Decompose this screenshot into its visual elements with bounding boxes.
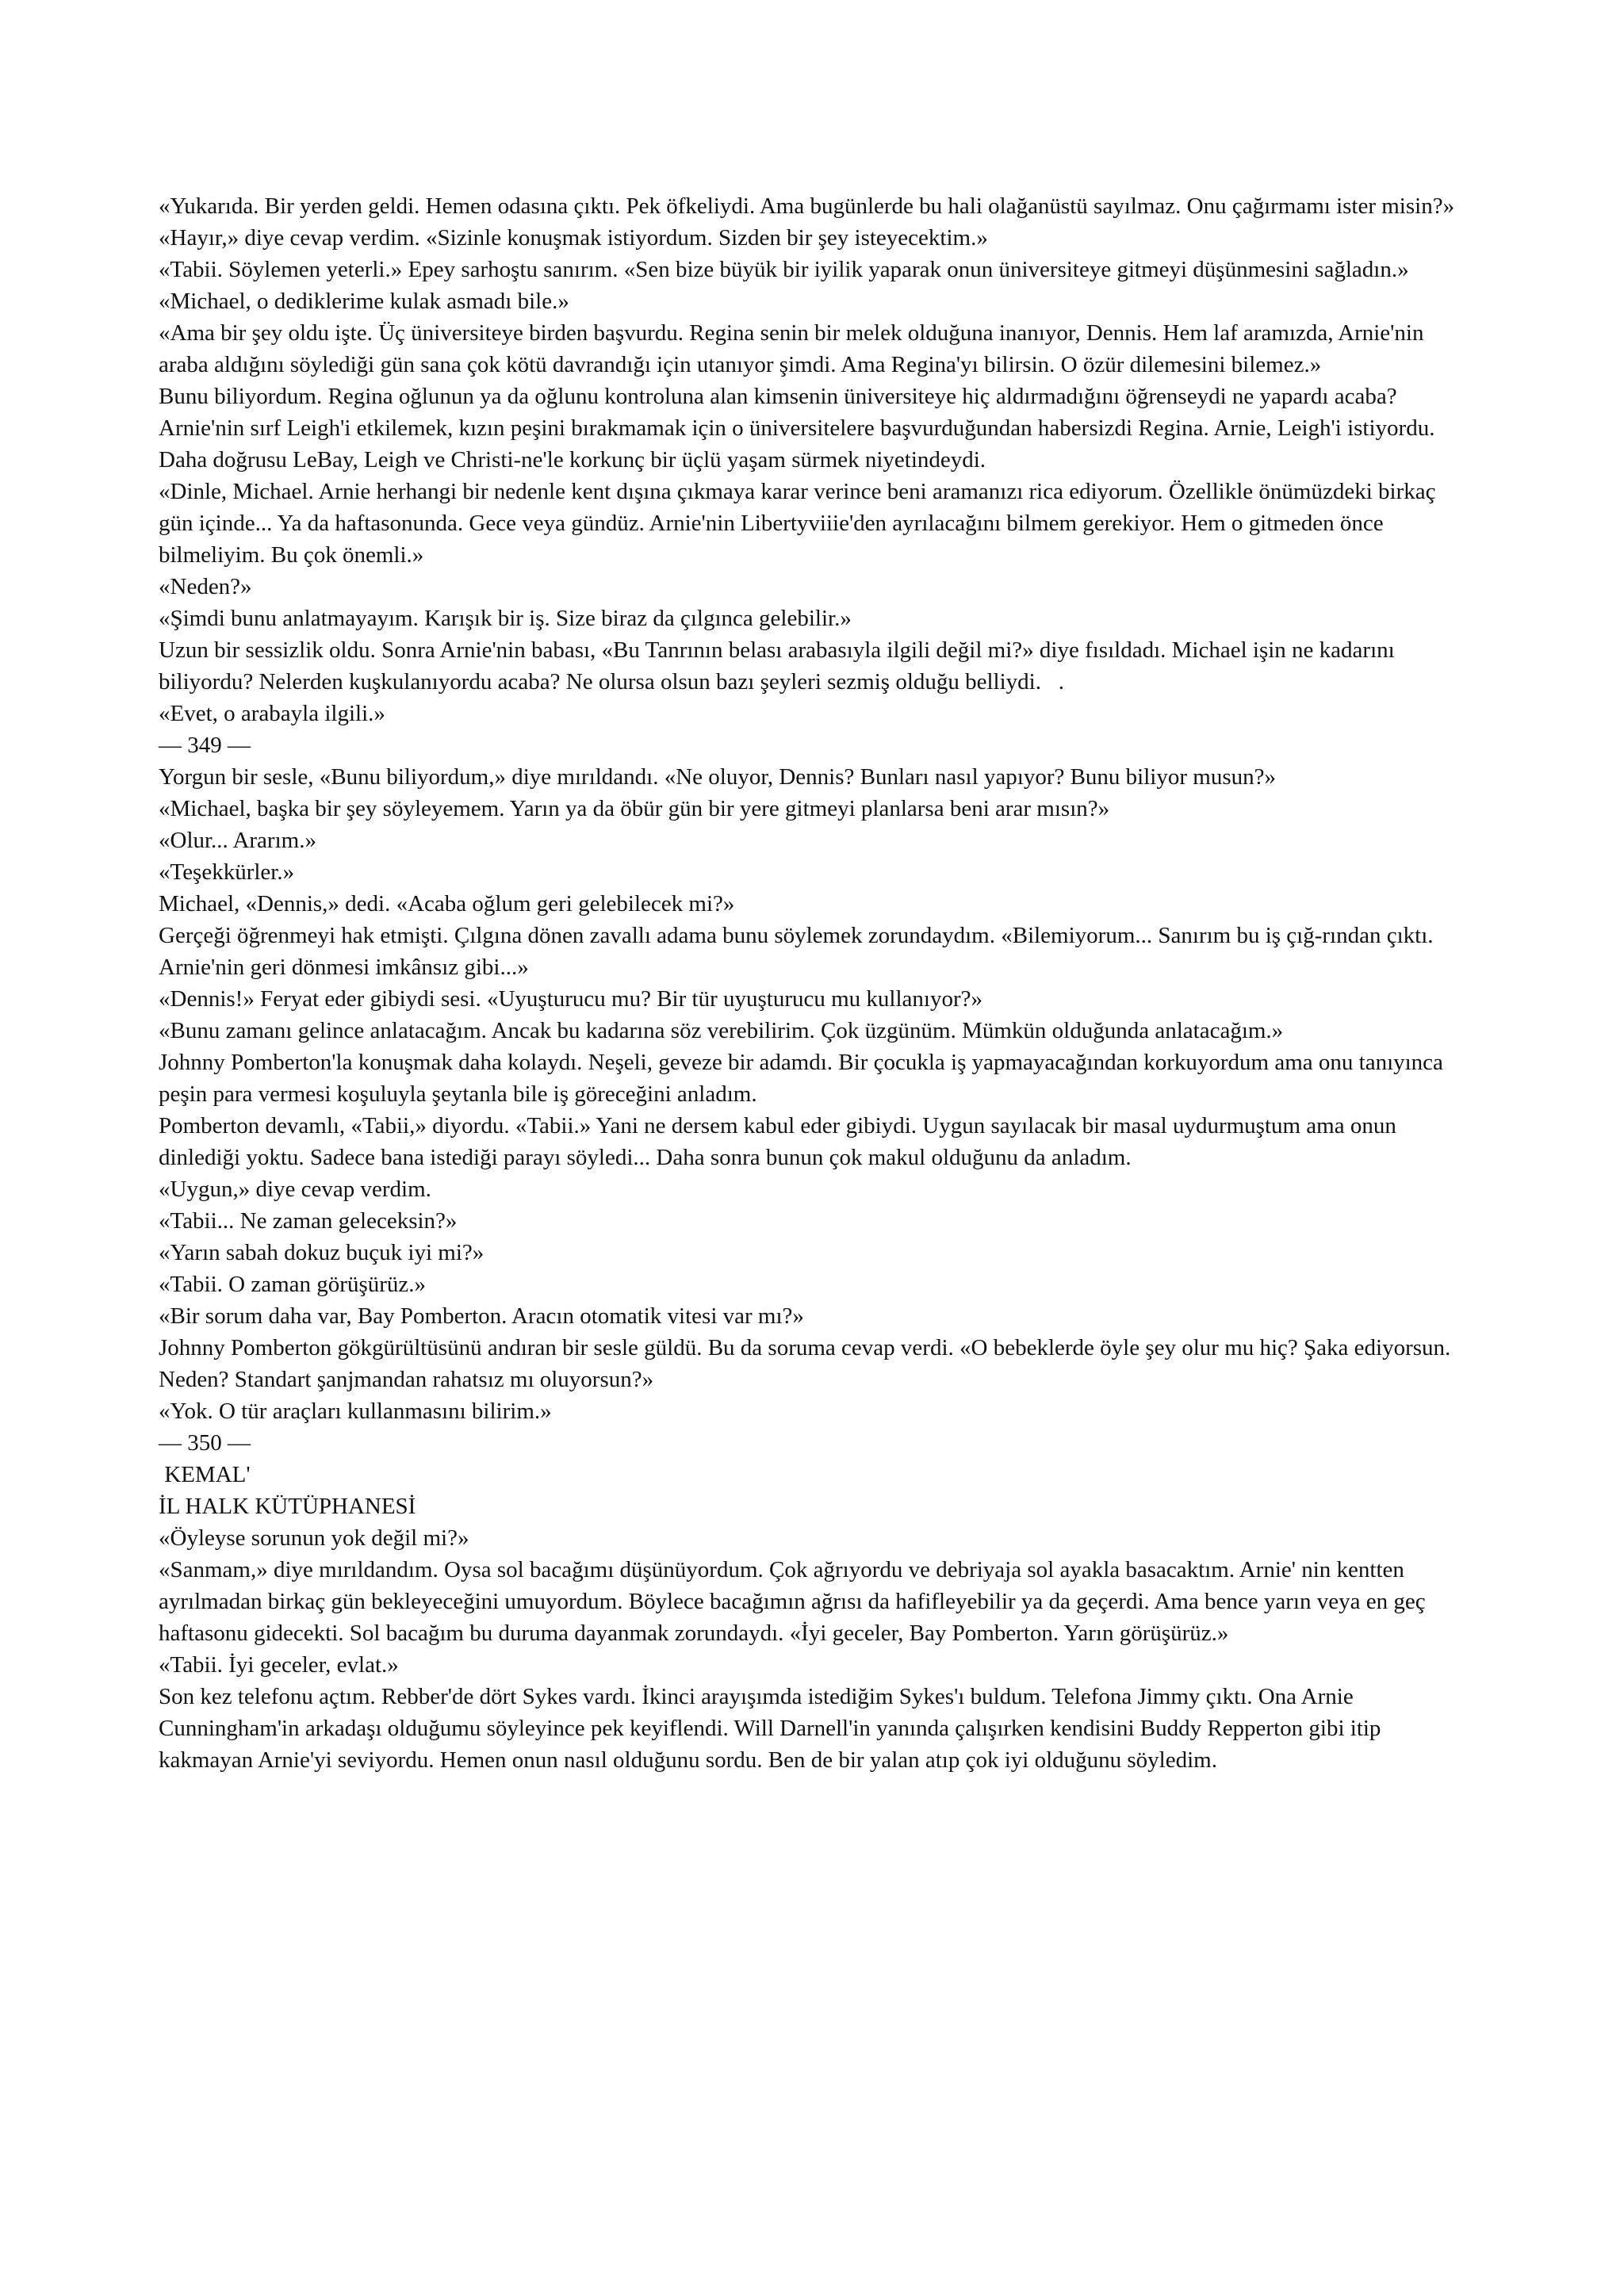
paragraph: «Michael, başka bir şey söyleyemem. Yarın ya da öbür gün bir yere gitmeyi planlarsa beni arar mısın?» — [159, 796, 1110, 821]
library-stamp-line: KEMAL' — [159, 1462, 251, 1487]
paragraph: Uzun bir sessizlik oldu. Sonra Arnie'nin babası, «Bu Tanrının belası arabasıyla ilgili değil mi?» diye fısıldadı. Michael işin ne kadarını biliyordu? Nelerden kuşkulanıyordu acaba? Ne olursa olsun bazı şeyleri sezmiş olduğu belliydi. . — [159, 637, 1400, 695]
paragraph: «Olur... Ararım.» — [159, 828, 316, 853]
paragraph: «Ama bir şey oldu işte. Üç üniversiteye birden başvurdu. Regina senin bir melek olduğuna inanıyor, Dennis. Hem laf aramızda, Arnie'nin araba aldığını söylediği gün sana çok kötü davrandığı için utanıyor şimdi. Ama Regina'yı bilirsin. O özür dilemesini bilemez.» — [159, 320, 1430, 377]
paragraph: Johnny Pomberton'la konuşmak daha kolaydı. Neşeli, geveze bir adamdı. Bir çocukla iş yapmayacağından korkuyordum ama onu tanıyınca peşin para vermesi koşuluyla şeytanla bile iş göreceğini anladım. — [159, 1050, 1450, 1107]
paragraph: «Uygun,» diye cevap verdim. — [159, 1177, 431, 1202]
paragraph: «Hayır,» diye cevap verdim. «Sizinle konuşmak istiyordum. Sizden bir şey isteyecektim.» — [159, 225, 988, 251]
paragraph: «Yukarıda. Bir yerden geldi. Hemen odasına çıktı. Pek öfkeliydi. Ama bugünlerde bu hali olağanüstü sayılmaz. Onu çağırmamı ister misin?» — [159, 193, 1455, 219]
paragraph: Yorgun bir sesle, «Bunu biliyordum,» diye mırıldandı. «Ne oluyor, Dennis? Bunları nasıl yapıyor? Bunu biliyor musun?» — [159, 764, 1276, 790]
paragraph: «Bunu zamanı gelince anlatacağım. Ancak bu kadarına söz verebilirim. Çok üzgünüm. Mümkün olduğunda anlatacağım.» — [159, 1018, 1284, 1043]
paragraph: «Yarın sabah dokuz buçuk iyi mi?» — [159, 1240, 485, 1265]
paragraph: «Evet, o arabayla ilgili.» — [159, 701, 385, 726]
paragraph: «Dinle, Michael. Arnie herhangi bir nedenle kent dışına çıkmaya karar verince beni aramanızı rica ediyorum. Özellikle önümüzdeki birkaç gün içinde... Ya da haftasonunda. Gece veya gündüz. Arnie'nin Libertyviiie'den ayrılacağını bilmem gerekiyor. Hem o gitmeden önce bilmeliyim. Bu çok önemli.» — [159, 479, 1442, 568]
paragraph: «Öyleyse sorunun yok değil mi?» — [159, 1525, 469, 1551]
paragraph: «Neden?» — [159, 574, 252, 599]
paragraph: «Tabii... Ne zaman geleceksin?» — [159, 1208, 458, 1234]
paragraph: «Tabii. O zaman görüşürüz.» — [159, 1272, 427, 1297]
paragraph: Son kez telefonu açtım. Rebber'de dört Sykes vardı. İkinci arayışımda istediğim Sykes'ı buldum. Telefona Jimmy çıktı. Ona Arnie Cunningham'in arkadaşı olduğumu söyleyince pek keyiflendi. Will Darnell'in yanında çalışırken kendisini Buddy Repperton gibi itip kakmayan Arnie'yi seviyordu. Hemen onun nasıl olduğunu sordu. Ben de bir yalan atıp çok iyi olduğunu söyledim. — [159, 1684, 1387, 1773]
page-number: — 349 — — [159, 733, 251, 758]
paragraph: Michael, «Dennis,» dedi. «Acaba oğlum geri gelebilecek mi?» — [159, 891, 735, 916]
paragraph: Pomberton devamlı, «Tabii,» diyordu. «Tabii.» Yani ne dersem kabul eder gibiydi. Uygun sayılacak bir masal uydurmuştum ama onun dinlediği yoktu. Sadece bana istediği parayı söyledi... Daha sonra bunun çok makul olduğunu da anladım. — [159, 1113, 1403, 1170]
page-number: — 350 — — [159, 1430, 251, 1456]
document-page — [159, 190, 1475, 1776]
paragraph: «Tabii. Söylemen yeterli.» Epey sarhoştu sanırım. «Sen bize büyük bir iyilik yaparak onun üniversiteye gitmeyi düşünmesini sağladın.» — [159, 257, 1409, 282]
paragraph: «Şimdi bunu anlatmayayım. Karışık bir iş. Size biraz da çılgınca gelebilir.» — [159, 606, 852, 631]
paragraph: «Michael, o dediklerime kulak asmadı bile.» — [159, 289, 569, 314]
paragraph: «Bir sorum daha var, Bay Pomberton. Aracın otomatik vitesi var mı?» — [159, 1303, 804, 1329]
paragraph: «Sanmam,» diye mırıldandım. Oysa sol bacağımı düşünüyordum. Çok ağrıyordu ve debriyaja sol ayakla basacaktım. Arnie' nin kentten ayrılmadan birkaç gün bekleyeceğini umuyordum. Böylece bacağımın ağrısı da hafifleyebilir ya da geçerdi. Ama bence yarın veya en geç haftasonu gidecekti. Sol bacağım bu duruma dayanmak zorundaydı. «İyi geceler, Bay Pomberton. Yarın görüşürüz.» — [159, 1557, 1431, 1646]
library-stamp-line: İL HALK KÜTÜPHANESİ — [159, 1494, 416, 1519]
paragraph: «Teşekkürler.» — [159, 859, 295, 885]
paragraph: Johnny Pomberton gökgürültüsünü andıran bir sesle güldü. Bu da soruma cevap verdi. «O bebeklerde öyle şey olur mu hiç? Şaka ediyorsun. Neden? Standart şanjmandan rahatsız mı oluyorsun?» — [159, 1335, 1457, 1392]
paragraph: Bunu biliyordum. Regina oğlunun ya da oğlunu kontroluna alan kimsenin üniversiteye hiç aldırmadığını öğrenseydi ne yapardı acaba? Arnie'nin sırf Leigh'i etkilemek, kızın peşini bırakmamak için o üniversitelere başvurduğundan habersizdi Regina. Arnie, Leigh'i istiyordu. Daha doğrusu LeBay, Leigh ve Christi-ne'le korkunç bir üçlü yaşam sürmek niyetindeydi. — [159, 384, 1441, 473]
paragraph: «Yok. O tür araçları kullanmasını bilirim.» — [159, 1399, 552, 1424]
paragraph: Gerçeği öğrenmeyi hak etmişti. Çılgına dönen zavallı adama bunu söylemek zorundaydım. «Bilemiyorum... Sanırım bu iş çığ-rından çıktı. Arnie'nin geri dönmesi imkânsız gibi...» — [159, 923, 1438, 980]
paragraph: «Tabii. İyi geceler, evlat.» — [159, 1652, 399, 1678]
paragraph: «Dennis!» Feryat eder gibiydi sesi. «Uyuşturucu mu? Bir tür uyuşturucu mu kullanıyor?» — [159, 986, 982, 1012]
